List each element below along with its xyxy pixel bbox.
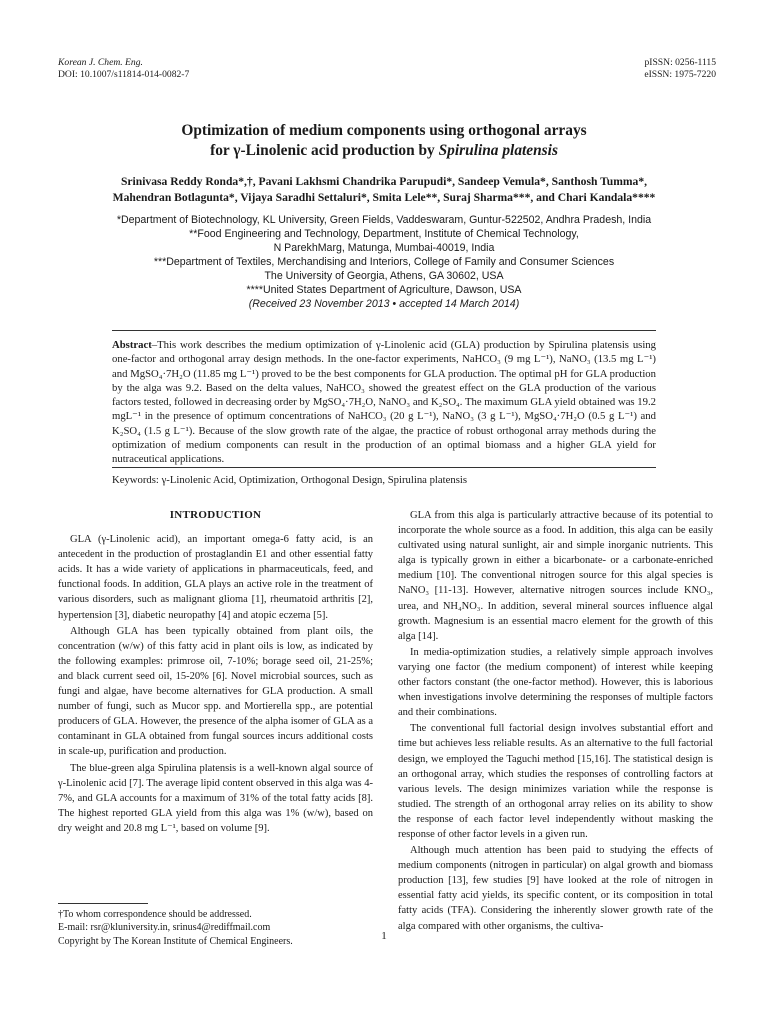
received-dates: (Received 23 November 2013 • accepted 14 March 2014) (248, 298, 520, 310)
abstract-bottom-rule (112, 467, 656, 468)
paragraph: In media-optimization studies, a relatively simple approach involves varying one factor (the medium component) of interest while keeping other factors constant (the one-factor method). However, this is laborious when investigations involve determining the responses of multiple factors and their combinations. (398, 646, 713, 719)
author-list (60, 174, 708, 205)
title-line-2 (60, 141, 708, 161)
paragraph: Although GLA has been typically obtained from plant oils, the concentration (w/w) of this fatty acid in plant oils is low, as indicated by the following examples: primrose oil, 7-10%; borage seed oil, 21-25%; and black current seed oil, 15-20% [6]. Novel microbial sources, such as fungi and algae, have become alternatives for GLA production. A small number of fungi, such as Mucor spp. and Mortierella spp., are potential producers of GLA. However, the presence of the alpha isomer of GLA as a contaminant in GLA obtained from fungal sources incurs additional costs in scale-up, purification and production. (58, 625, 373, 758)
copyright-line: Copyright by The Korean Institute of Chemical Engineers. (58, 935, 293, 947)
affiliation-3-address: The University of Georgia, Athens, GA 30602, USA (264, 270, 504, 282)
paragraph: GLA (γ-Linolenic acid), an important omega-6 fatty acid, is an antecedent in the production of prostaglandin E1 and other essential fatty acids. It has a wide variety of applications in pharmaceuticals, feed, and functional foods. In addition, GLA plays an active role in the treatment of various disorders, such as malignant glioma [1], rheumatoid arthritis [2], hypertension [3], diabetic neuropathy [4] and atopic eczema [5]. (58, 534, 373, 621)
abstract-label: Abstract (112, 339, 152, 351)
correspondence-note: †To whom correspondence should be addressed. (58, 909, 252, 920)
paragraph: The blue-green alga Spirulina platensis is a well-known algal source of γ-Linolenic acid [7]. The average lipid content observed in this alga was 4-7%, and GLA accounts for a maximum of 31% of the total fatty acids [8]. The highest reported GLA yield from this alga was 1% (w/w), based on dry weight and 20.8 mg L⁻¹, based on volume [9]. (58, 762, 373, 834)
affiliation-4: ****United States Department of Agriculture, Dawson, USA (246, 284, 522, 296)
title-line-1: Optimization of medium components using orthogonal arrays (181, 122, 587, 139)
paragraph: The conventional full factorial design involves substantial effort and time but achieves less reliable results. As an alternative to the full factorial design, we employed the Taguchi method [15,16]. The statistical design is an orthogonal array, which studies the responses of controlling factors at various levels. The design minimizes variation while the response is studied. The strength of an orthogonal array relies on its ability to show the response of each factor level independently without masking the response of other factor levels in a given run. (398, 723, 713, 840)
authors-line-2: Mahendran Botlagunta*, Vijaya Saradhi Settaluri*, Smita Lele**, Suraj Sharma***, and Chari Kandala**** (112, 190, 656, 204)
authors-line-1: Srinivasa Reddy Ronda*,†, Pavani Lakhsmi Chandrika Parupudi*, Sandeep Vemula*, Santhosh Tumma*, (120, 175, 648, 188)
title-line-2-prefix: for γ-Linolenic acid production by (210, 142, 439, 159)
eissn: eISSN: 1975-7220 (644, 69, 716, 80)
affiliations (60, 213, 708, 311)
email-line: E-mail: rsr@kluniversity.in, srinus4@rediffmail.com (58, 922, 271, 934)
affiliation-2-address: N ParekhMarg, Matunga, Mumbai-40019, India (273, 242, 495, 254)
abstract-top-rule (112, 330, 656, 331)
pissn: pISSN: 0256-1115 (644, 57, 716, 68)
abstract-text: –This work describes the medium optimization of γ-Linolenic acid (GLA) production by Spirulina platensis using one-factor and orthogonal array design methods. In the one-factor experiments, NaHCO₃ (9 mg L⁻¹), NaNO₃ (13.5 mg L⁻¹) and MgSO₄·7H₂O (11.85 mg L⁻¹) proved to be the best components for GLA production. The optimal pH for GLA production by the alga was 9.2. Based on the delta values, NaHCO₃ showed the greatest effect on the GLA production of the various factors tested, followed in decreasing order by MgSO₄·7H₂O, NaNO₃ and K₂SO₄. The maximum GLA yield obtained was 19.2 mgL⁻¹ in the presence of optimum concentrations of NaHCO₃ (20 g L⁻¹), NaNO₃ (3 g L⁻¹), MgSO₄·7H₂O (0.5 g L⁻¹) and K₂SO₄ (1.5 g L⁻¹). Because of the slow growth rate of the algae, the practice of robust orthogonal array methods during the optimization of medium components can result in the production of an optimal biomass and a higher GLA yield for nutraceutical applications. (112, 339, 656, 466)
abstract (112, 338, 656, 467)
journal-name: Korean J. Chem. Eng. (58, 57, 143, 68)
issn-header (644, 57, 716, 81)
footnote (58, 908, 373, 948)
affiliation-1: *Department of Biotechnology, KL University, Green Fields, Vaddeswaram, Guntur-522502, Andhra Pradesh, India (116, 214, 652, 226)
paragraph: Although much attention has been paid to studying the effects of medium components (nitrogen in particular) on algal growth and biomass production [13], few studies [9] have looked at the role of nitrogen in essential fatty acid yields, its specific content, or its composition in total fatty acids (TFA). Considering the inherently slower growth rate of the alga compared with other organisms, the cultiva- (398, 845, 713, 932)
page-number: 1 (381, 930, 387, 942)
keywords: Keywords: γ-Linolenic Acid, Optimization, Orthogonal Design, Spirulina platensis (112, 474, 467, 486)
doi: DOI: 10.1007/s11814-014-0082-7 (58, 69, 190, 80)
right-column (398, 508, 713, 935)
left-column (58, 508, 373, 837)
section-heading-introduction: INTRODUCTION (169, 509, 262, 521)
paper-title (60, 121, 708, 161)
footnote-rule (58, 903, 148, 904)
affiliation-2: **Food Engineering and Technology, Department, Institute of Chemical Technology, (189, 228, 579, 240)
paragraph: GLA from this alga is particularly attractive because of its potential to incorporate the whole source as a food. In addition, this alga can be easily cultivated using natural sunlight, air and simple inorganic nutrients. This alga is typically grown in either a bicarbonate- or a carbonate-enriched medium [10]. The conventional nitrogen source for this algal species is NaNO₃ [11-13]. However, alternative nitrogen sources include KNO₃, urea, and NH₄NO₃. In addition, several mineral sources influence algal growth. Magnesium is an essential macro element for the growth of this alga [14]. (398, 510, 713, 642)
title-species: Spirulina platensis (438, 142, 558, 159)
affiliation-3: ***Department of Textiles, Merchandising and Interiors, College of Family and Consumer Sciences (153, 256, 615, 268)
journal-header (58, 57, 189, 81)
